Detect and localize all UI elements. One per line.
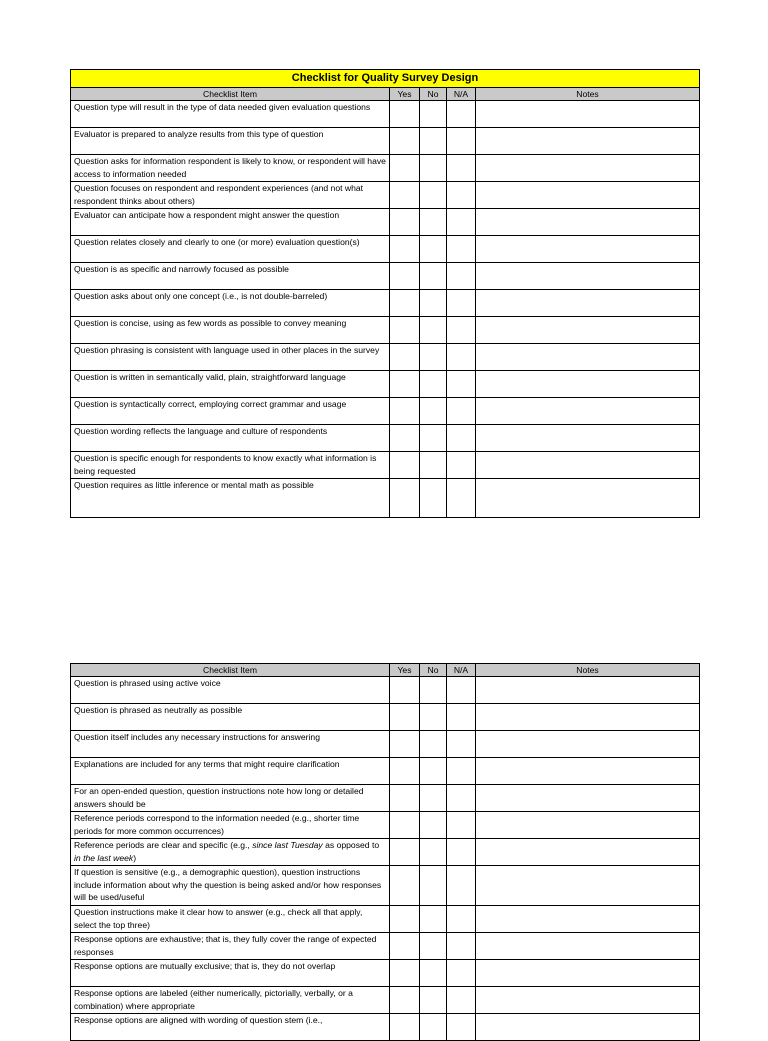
na-cell[interactable] <box>447 101 476 128</box>
na-cell[interactable] <box>447 906 476 933</box>
checklist-item: Question asks about only one concept (i.e., is not double-barreled) <box>71 290 390 317</box>
yes-cell[interactable] <box>390 960 420 987</box>
no-cell[interactable] <box>420 452 447 479</box>
checklist-item: Question relates closely and clearly to one (or more) evaluation question(s) <box>71 236 390 263</box>
yes-cell[interactable] <box>390 155 420 182</box>
no-cell[interactable] <box>420 933 447 960</box>
checklist-item: Evaluator can anticipate how a respondent might answer the question <box>71 209 390 236</box>
no-cell[interactable] <box>420 1014 447 1041</box>
na-cell[interactable] <box>447 960 476 987</box>
na-cell[interactable] <box>447 182 476 209</box>
na-cell[interactable] <box>447 933 476 960</box>
header-notes: Notes <box>476 664 700 677</box>
header-na: N/A <box>447 664 476 677</box>
no-cell[interactable] <box>420 371 447 398</box>
yes-cell[interactable] <box>390 101 420 128</box>
na-cell[interactable] <box>447 677 476 704</box>
na-cell[interactable] <box>447 1014 476 1041</box>
checklist-item: Question is written in semantically valid, plain, straightforward language <box>71 371 390 398</box>
notes-cell[interactable] <box>476 812 700 839</box>
na-cell[interactable] <box>447 839 476 866</box>
notes-cell[interactable] <box>476 731 700 758</box>
yes-cell[interactable] <box>390 128 420 155</box>
table-row <box>71 317 700 344</box>
notes-cell[interactable] <box>476 128 700 155</box>
table-row <box>71 758 700 785</box>
checklist-item: Question is phrased as neutrally as possible <box>71 704 390 731</box>
na-cell[interactable] <box>447 263 476 290</box>
no-cell[interactable] <box>420 758 447 785</box>
notes-cell[interactable] <box>476 987 700 1014</box>
yes-cell[interactable] <box>390 263 420 290</box>
table-row <box>71 866 700 906</box>
no-cell[interactable] <box>420 812 447 839</box>
table-row <box>71 236 700 263</box>
checklist-item: Reference periods correspond to the information needed (e.g., shorter time periods for more common occurrences) <box>71 812 390 839</box>
notes-cell[interactable] <box>476 677 700 704</box>
na-cell[interactable] <box>447 758 476 785</box>
no-cell[interactable] <box>420 263 447 290</box>
no-cell[interactable] <box>420 290 447 317</box>
na-cell[interactable] <box>447 236 476 263</box>
na-cell[interactable] <box>447 425 476 452</box>
yes-cell[interactable] <box>390 933 420 960</box>
yes-cell[interactable] <box>390 344 420 371</box>
header-na: N/A <box>447 88 476 101</box>
table-row <box>71 906 700 933</box>
notes-cell[interactable] <box>476 425 700 452</box>
no-cell[interactable] <box>420 344 447 371</box>
notes-cell[interactable] <box>476 758 700 785</box>
yes-cell[interactable] <box>390 371 420 398</box>
no-cell[interactable] <box>420 128 447 155</box>
notes-cell[interactable] <box>476 290 700 317</box>
na-cell[interactable] <box>447 479 476 518</box>
notes-cell[interactable] <box>476 317 700 344</box>
checklist-item: Question type will result in the type of data needed given evaluation questions <box>71 101 390 128</box>
na-cell[interactable] <box>447 209 476 236</box>
na-cell[interactable] <box>447 155 476 182</box>
checklist-item: Question is specific enough for respondents to know exactly what information is being requested <box>71 452 390 479</box>
notes-cell[interactable] <box>476 236 700 263</box>
notes-cell[interactable] <box>476 704 700 731</box>
notes-cell[interactable] <box>476 866 700 906</box>
checklist-item: Evaluator is prepared to analyze results from this type of question <box>71 128 390 155</box>
checklist-item: Question wording reflects the language and culture of respondents <box>71 425 390 452</box>
checklist-item: Question focuses on respondent and respondent experiences (and not what respondent thinks about others) <box>71 182 390 209</box>
header-yes: Yes <box>390 88 420 101</box>
na-cell[interactable] <box>447 866 476 906</box>
checklist-item: For an open-ended question, question instructions note how long or detailed answers should be <box>71 785 390 812</box>
checklist-table-1 <box>70 69 700 518</box>
table-row <box>71 182 700 209</box>
table-row <box>71 155 700 182</box>
na-cell[interactable] <box>447 398 476 425</box>
table-row <box>71 1014 700 1041</box>
table-row <box>71 960 700 987</box>
header-checklist-item: Checklist Item <box>71 664 390 677</box>
item-text: ) <box>133 852 137 863</box>
header-no: No <box>420 88 447 101</box>
notes-cell[interactable] <box>476 101 700 128</box>
yes-cell[interactable] <box>390 479 420 518</box>
yes-cell[interactable] <box>390 812 420 839</box>
no-cell[interactable] <box>420 236 447 263</box>
notes-cell[interactable] <box>476 209 700 236</box>
no-cell[interactable] <box>420 906 447 933</box>
checklist-title: Checklist for Quality Survey Design <box>71 70 700 88</box>
na-cell[interactable] <box>447 704 476 731</box>
na-cell[interactable] <box>447 290 476 317</box>
notes-cell[interactable] <box>476 785 700 812</box>
yes-cell[interactable] <box>390 182 420 209</box>
checklist-item: Response options are labeled (either numerically, pictorially, verbally, or a combination) where appropriate <box>71 987 390 1014</box>
no-cell[interactable] <box>420 101 447 128</box>
table-row <box>71 371 700 398</box>
notes-cell[interactable] <box>476 344 700 371</box>
no-cell[interactable] <box>420 866 447 906</box>
yes-cell[interactable] <box>390 425 420 452</box>
notes-cell[interactable] <box>476 182 700 209</box>
notes-cell[interactable] <box>476 1014 700 1041</box>
no-cell[interactable] <box>420 785 447 812</box>
na-cell[interactable] <box>447 731 476 758</box>
checklist-item: Response options are mutually exclusive; that is, they do not overlap <box>71 960 390 987</box>
no-cell[interactable] <box>420 209 447 236</box>
yes-cell[interactable] <box>390 731 420 758</box>
checklist-table-2 <box>70 663 700 1041</box>
yes-cell[interactable] <box>390 758 420 785</box>
table-row <box>71 209 700 236</box>
yes-cell[interactable] <box>390 906 420 933</box>
table-row <box>71 263 700 290</box>
notes-cell[interactable] <box>476 371 700 398</box>
table-row <box>71 452 700 479</box>
header-row <box>71 88 700 101</box>
no-cell[interactable] <box>420 182 447 209</box>
checklist-item: Question requires as little inference or mental math as possible <box>71 479 390 518</box>
table-row <box>71 839 700 866</box>
table-row <box>71 398 700 425</box>
table-row <box>71 731 700 758</box>
item-example-emphasis: in the last week <box>74 852 134 863</box>
notes-cell[interactable] <box>476 452 700 479</box>
table-row <box>71 704 700 731</box>
yes-cell[interactable] <box>390 1014 420 1041</box>
checklist-item: Question is phrased using active voice <box>71 677 390 704</box>
yes-cell[interactable] <box>390 236 420 263</box>
header-notes: Notes <box>476 88 700 101</box>
checklist-item: If question is sensitive (e.g., a demographic question), question instructions include information about why the question is being asked and/or how responses will be used/useful <box>71 866 390 906</box>
notes-cell[interactable] <box>476 960 700 987</box>
header-no: No <box>420 664 447 677</box>
table-row <box>71 933 700 960</box>
notes-cell[interactable] <box>476 155 700 182</box>
checklist-item: Question is concise, using as few words as possible to convey meaning <box>71 317 390 344</box>
header-row <box>71 664 700 677</box>
checklist-item: Question phrasing is consistent with language used in other places in the survey <box>71 344 390 371</box>
no-cell[interactable] <box>420 704 447 731</box>
table-row <box>71 677 700 704</box>
checklist-item: Question instructions make it clear how to answer (e.g., check all that apply, select the top three) <box>71 906 390 933</box>
table-row <box>71 425 700 452</box>
checklist-item: Explanations are included for any terms that might require clarification <box>71 758 390 785</box>
yes-cell[interactable] <box>390 677 420 704</box>
no-cell[interactable] <box>420 317 447 344</box>
no-cell[interactable] <box>420 677 447 704</box>
table-row <box>71 987 700 1014</box>
na-cell[interactable] <box>447 987 476 1014</box>
notes-cell[interactable] <box>476 479 700 518</box>
yes-cell[interactable] <box>390 290 420 317</box>
table-row <box>71 479 700 518</box>
no-cell[interactable] <box>420 987 447 1014</box>
yes-cell[interactable] <box>390 987 420 1014</box>
na-cell[interactable] <box>447 344 476 371</box>
notes-cell[interactable] <box>476 839 700 866</box>
no-cell[interactable] <box>420 155 447 182</box>
no-cell[interactable] <box>420 479 447 518</box>
title-row <box>71 70 700 88</box>
na-cell[interactable] <box>447 812 476 839</box>
na-cell[interactable] <box>447 452 476 479</box>
yes-cell[interactable] <box>390 785 420 812</box>
header-checklist-item: Checklist Item <box>71 88 390 101</box>
table-row <box>71 101 700 128</box>
table-row <box>71 812 700 839</box>
table-row <box>71 128 700 155</box>
checklist-item <box>71 839 390 866</box>
table-row <box>71 785 700 812</box>
checklist-item: Question itself includes any necessary instructions for answering <box>71 731 390 758</box>
notes-cell[interactable] <box>476 263 700 290</box>
checklist-item: Response options are aligned with wording of question stem (i.e., <box>71 1014 390 1041</box>
table-row <box>71 290 700 317</box>
yes-cell[interactable] <box>390 317 420 344</box>
notes-cell[interactable] <box>476 398 700 425</box>
item-text: as opposed to <box>322 840 380 850</box>
checklist-item: Question asks for information respondent is likely to know, or respondent will have access to information needed <box>71 155 390 182</box>
no-cell[interactable] <box>420 731 447 758</box>
notes-cell[interactable] <box>476 933 700 960</box>
table-row <box>71 344 700 371</box>
notes-cell[interactable] <box>476 906 700 933</box>
yes-cell[interactable] <box>390 866 420 906</box>
header-yes: Yes <box>390 664 420 677</box>
checklist-item: Response options are exhaustive; that is, they fully cover the range of expected responses <box>71 933 390 960</box>
na-cell[interactable] <box>447 317 476 344</box>
item-text: Reference periods are clear and specific (e.g., <box>74 840 253 850</box>
na-cell[interactable] <box>447 785 476 812</box>
yes-cell[interactable] <box>390 398 420 425</box>
yes-cell[interactable] <box>390 452 420 479</box>
no-cell[interactable] <box>420 425 447 452</box>
no-cell[interactable] <box>420 398 447 425</box>
na-cell[interactable] <box>447 371 476 398</box>
yes-cell[interactable] <box>390 209 420 236</box>
checklist-item: Question is syntactically correct, employing correct grammar and usage <box>71 398 390 425</box>
na-cell[interactable] <box>447 128 476 155</box>
no-cell[interactable] <box>420 839 447 866</box>
yes-cell[interactable] <box>390 704 420 731</box>
yes-cell[interactable] <box>390 839 420 866</box>
no-cell[interactable] <box>420 960 447 987</box>
checklist-item: Question is as specific and narrowly focused as possible <box>71 263 390 290</box>
item-example-emphasis: since last Tuesday <box>252 840 323 850</box>
